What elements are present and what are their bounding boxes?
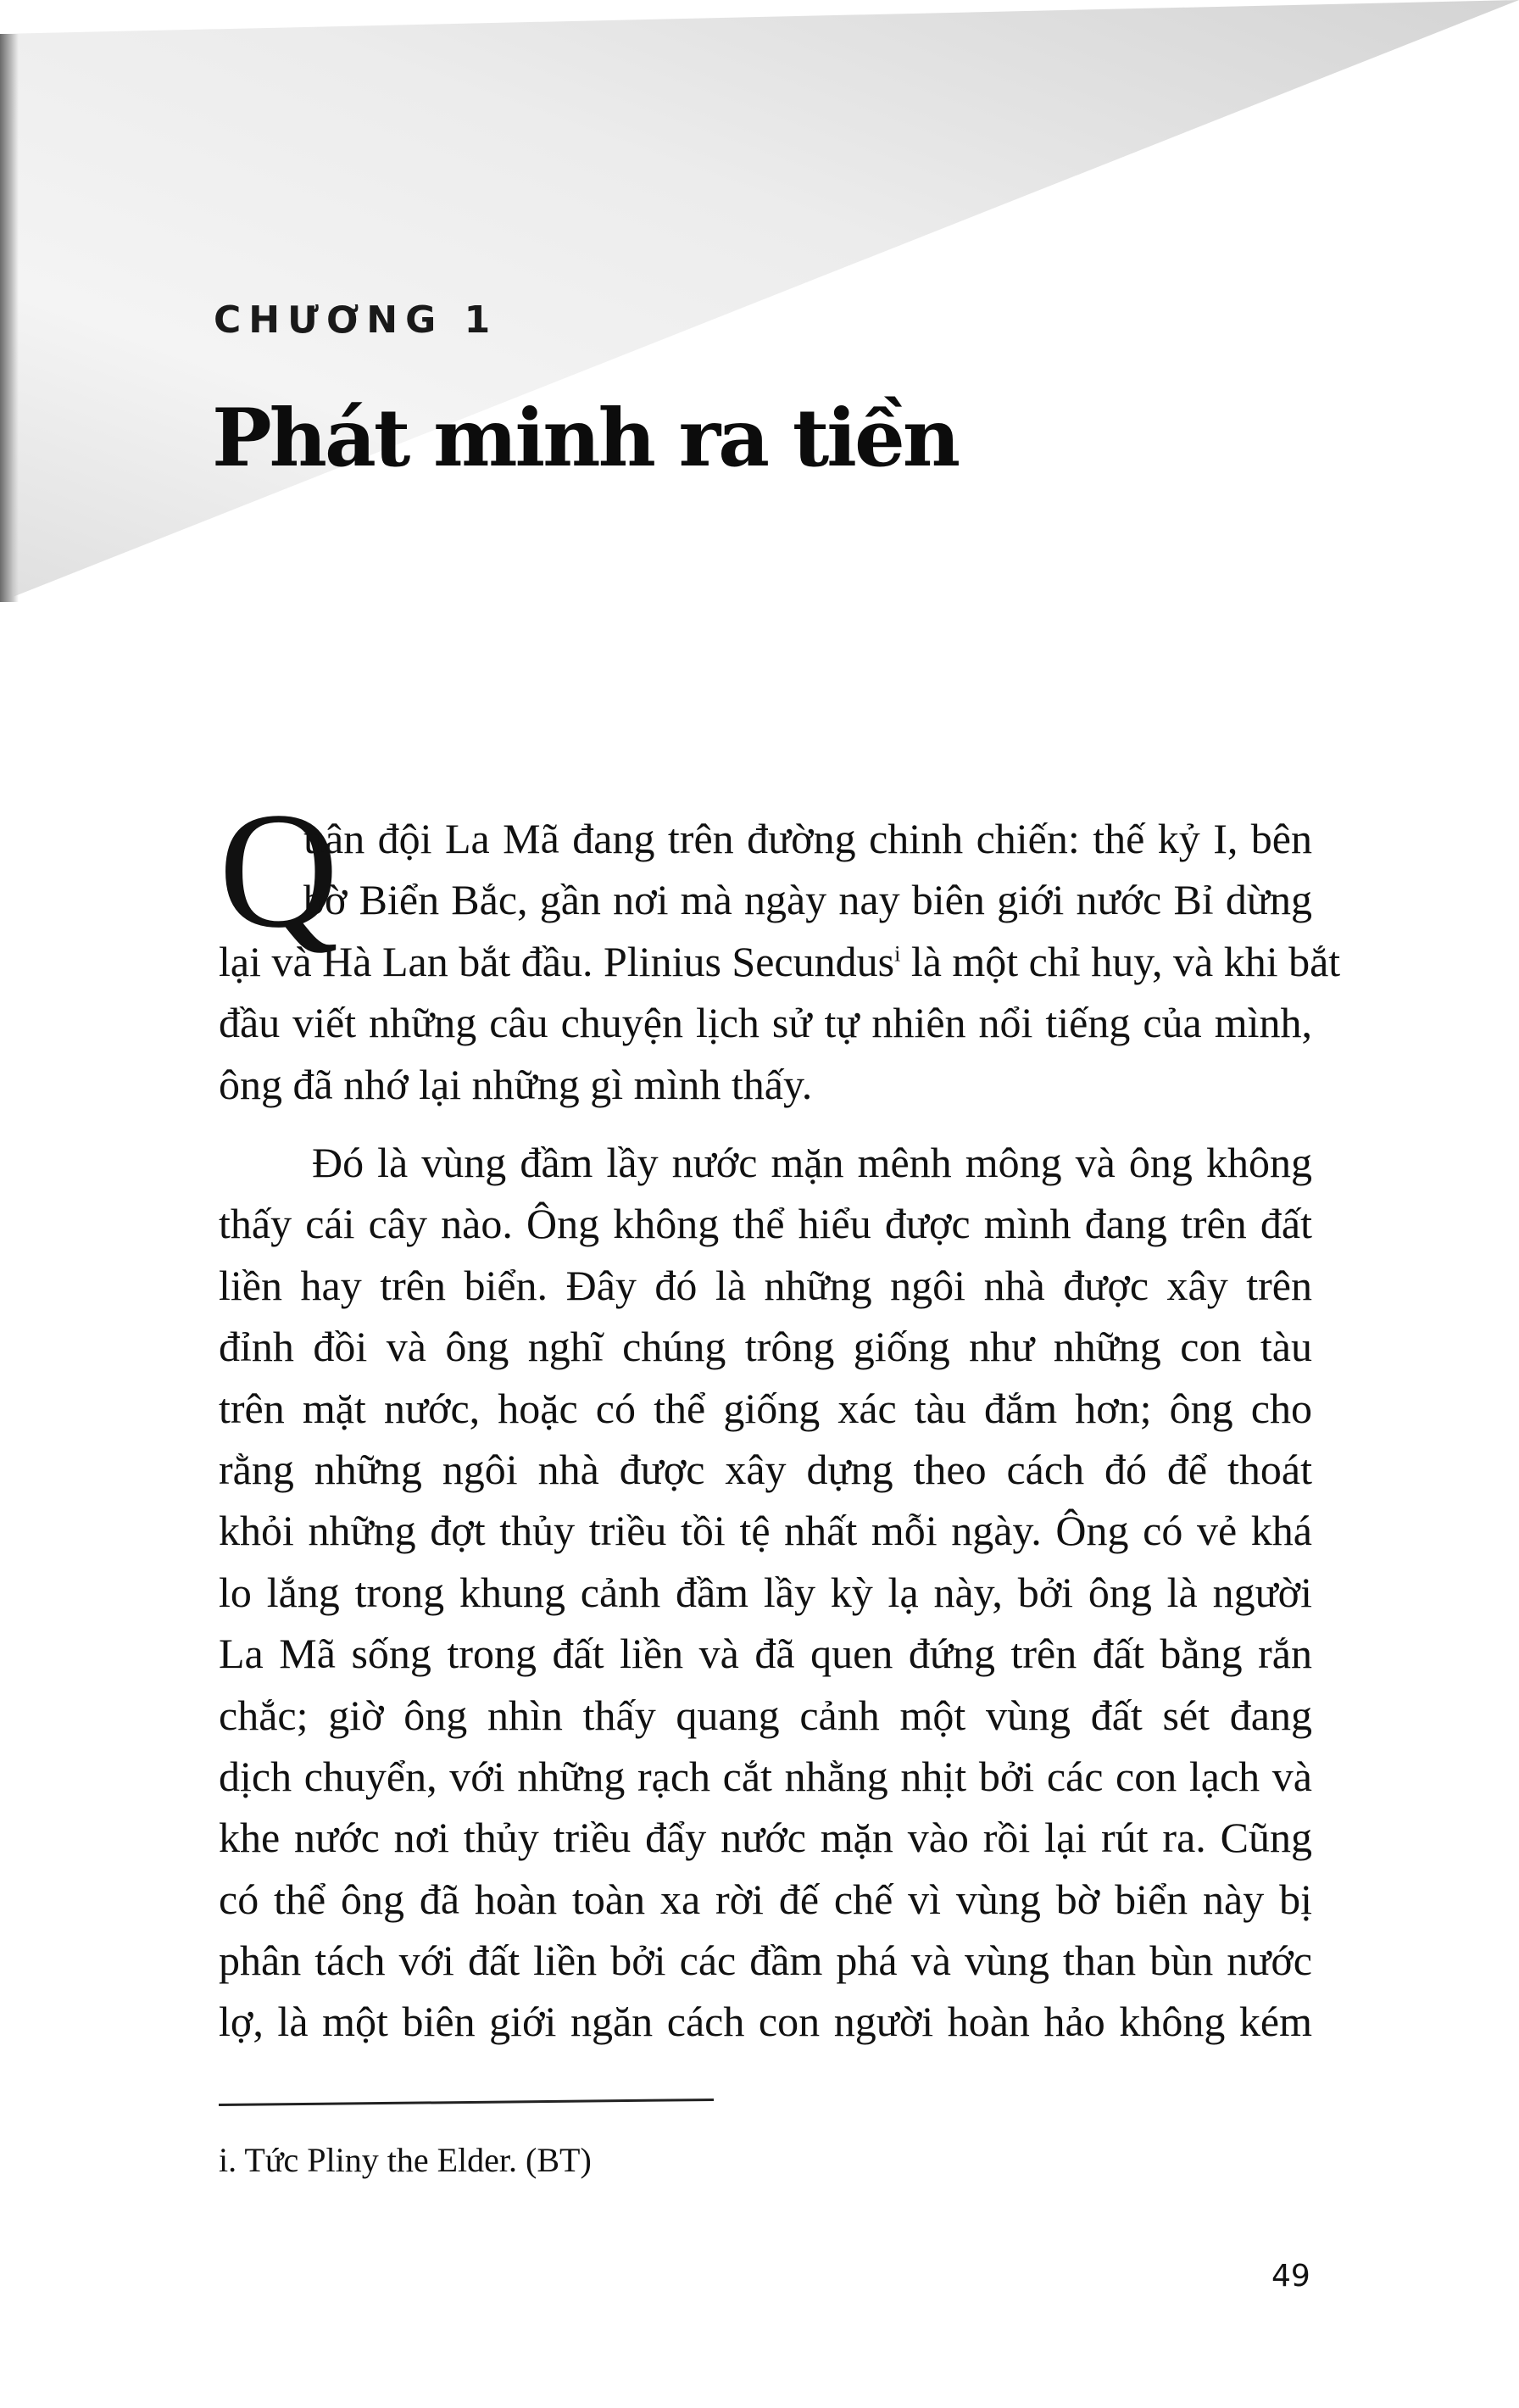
text-line: đỉnh đồi và ông nghĩ chúng trông giống như những con tàu bbox=[219, 1323, 1312, 1371]
text-line: chắc; giờ ông nhìn thấy quang cảnh một vùng đất sét đang bbox=[219, 1691, 1312, 1739]
chapter-label: CHƯƠNG 1 bbox=[214, 298, 498, 342]
text-segment: là một chỉ huy, và khi bắt bbox=[910, 937, 1341, 985]
text-line: ông đã nhớ lại những gì mình thấy. bbox=[219, 1060, 813, 1108]
paragraph-2 bbox=[219, 1132, 1312, 2053]
text-line: thấy cái cây nào. Ông không thể hiểu được mình đang trên đất bbox=[219, 1200, 1312, 1248]
text-line: lợ, là một biên giới ngăn cách con người hoàn hảo không kém bbox=[219, 1998, 1312, 2046]
text-line: La Mã sống trong đất liền và đã quen đứng trên đất bằng rắn bbox=[219, 1630, 1312, 1678]
footnote-divider bbox=[219, 2099, 714, 2106]
text-line: dịch chuyển, với những rạch cắt nhằng nhịt bởi các con lạch và bbox=[219, 1752, 1312, 1800]
text-line: đầu viết những câu chuyện lịch sử tự nhiên nổi tiếng của mình, bbox=[219, 999, 1312, 1047]
text-line bbox=[219, 931, 1341, 992]
text-line: có thể ông đã hoàn toàn xa rời đế chế vì vùng bờ biển này bị bbox=[219, 1875, 1312, 1923]
text-line: lo lắng trong khung cảnh đầm lầy kỳ lạ này, bởi ông là người bbox=[219, 1568, 1312, 1616]
text-segment: lại và Hà Lan bắt đầu. Plinius Secundus bbox=[219, 937, 895, 985]
text-line: rằng những ngôi nhà được xây dựng theo cách đó để thoát bbox=[219, 1445, 1312, 1493]
page-number: 49 bbox=[1271, 2259, 1310, 2294]
text-line: liền hay trên biển. Đây đó là những ngôi nhà được xây trên bbox=[219, 1261, 1312, 1309]
text-line: khe nước nơi thủy triều đẩy nước mặn vào rồi lại rút ra. Cũng bbox=[219, 1814, 1312, 1862]
text-line: phân tách với đất liền bởi các đầm phá và vùng than bùn nước bbox=[219, 1937, 1312, 1985]
text-line: uân đội La Mã đang trên đường chinh chiến: thế kỷ I, bên bbox=[303, 815, 1312, 862]
drop-cap: Q bbox=[219, 778, 339, 962]
text-line: bờ Biển Bắc, gần nơi mà ngày nay biên giới nước Bỉ dừng bbox=[303, 876, 1312, 924]
text-line: trên mặt nước, hoặc có thể giống xác tàu đắm hơn; ông cho bbox=[219, 1384, 1312, 1432]
paragraph-1 bbox=[219, 778, 1341, 1115]
footnote-marker[interactable]: i bbox=[894, 941, 901, 967]
chapter-title: Phát minh ra tiền bbox=[212, 392, 959, 485]
text-line: Đó là vùng đầm lầy nước mặn mênh mông và ông không bbox=[312, 1139, 1312, 1186]
text-line: khỏi những đợt thủy triều tồi tệ nhất mỗi ngày. Ông có vẻ khá bbox=[219, 1507, 1312, 1555]
footnote: i. Tức Pliny the Elder. (BT) bbox=[219, 2141, 592, 2179]
page-edge-shadow bbox=[0, 34, 19, 602]
